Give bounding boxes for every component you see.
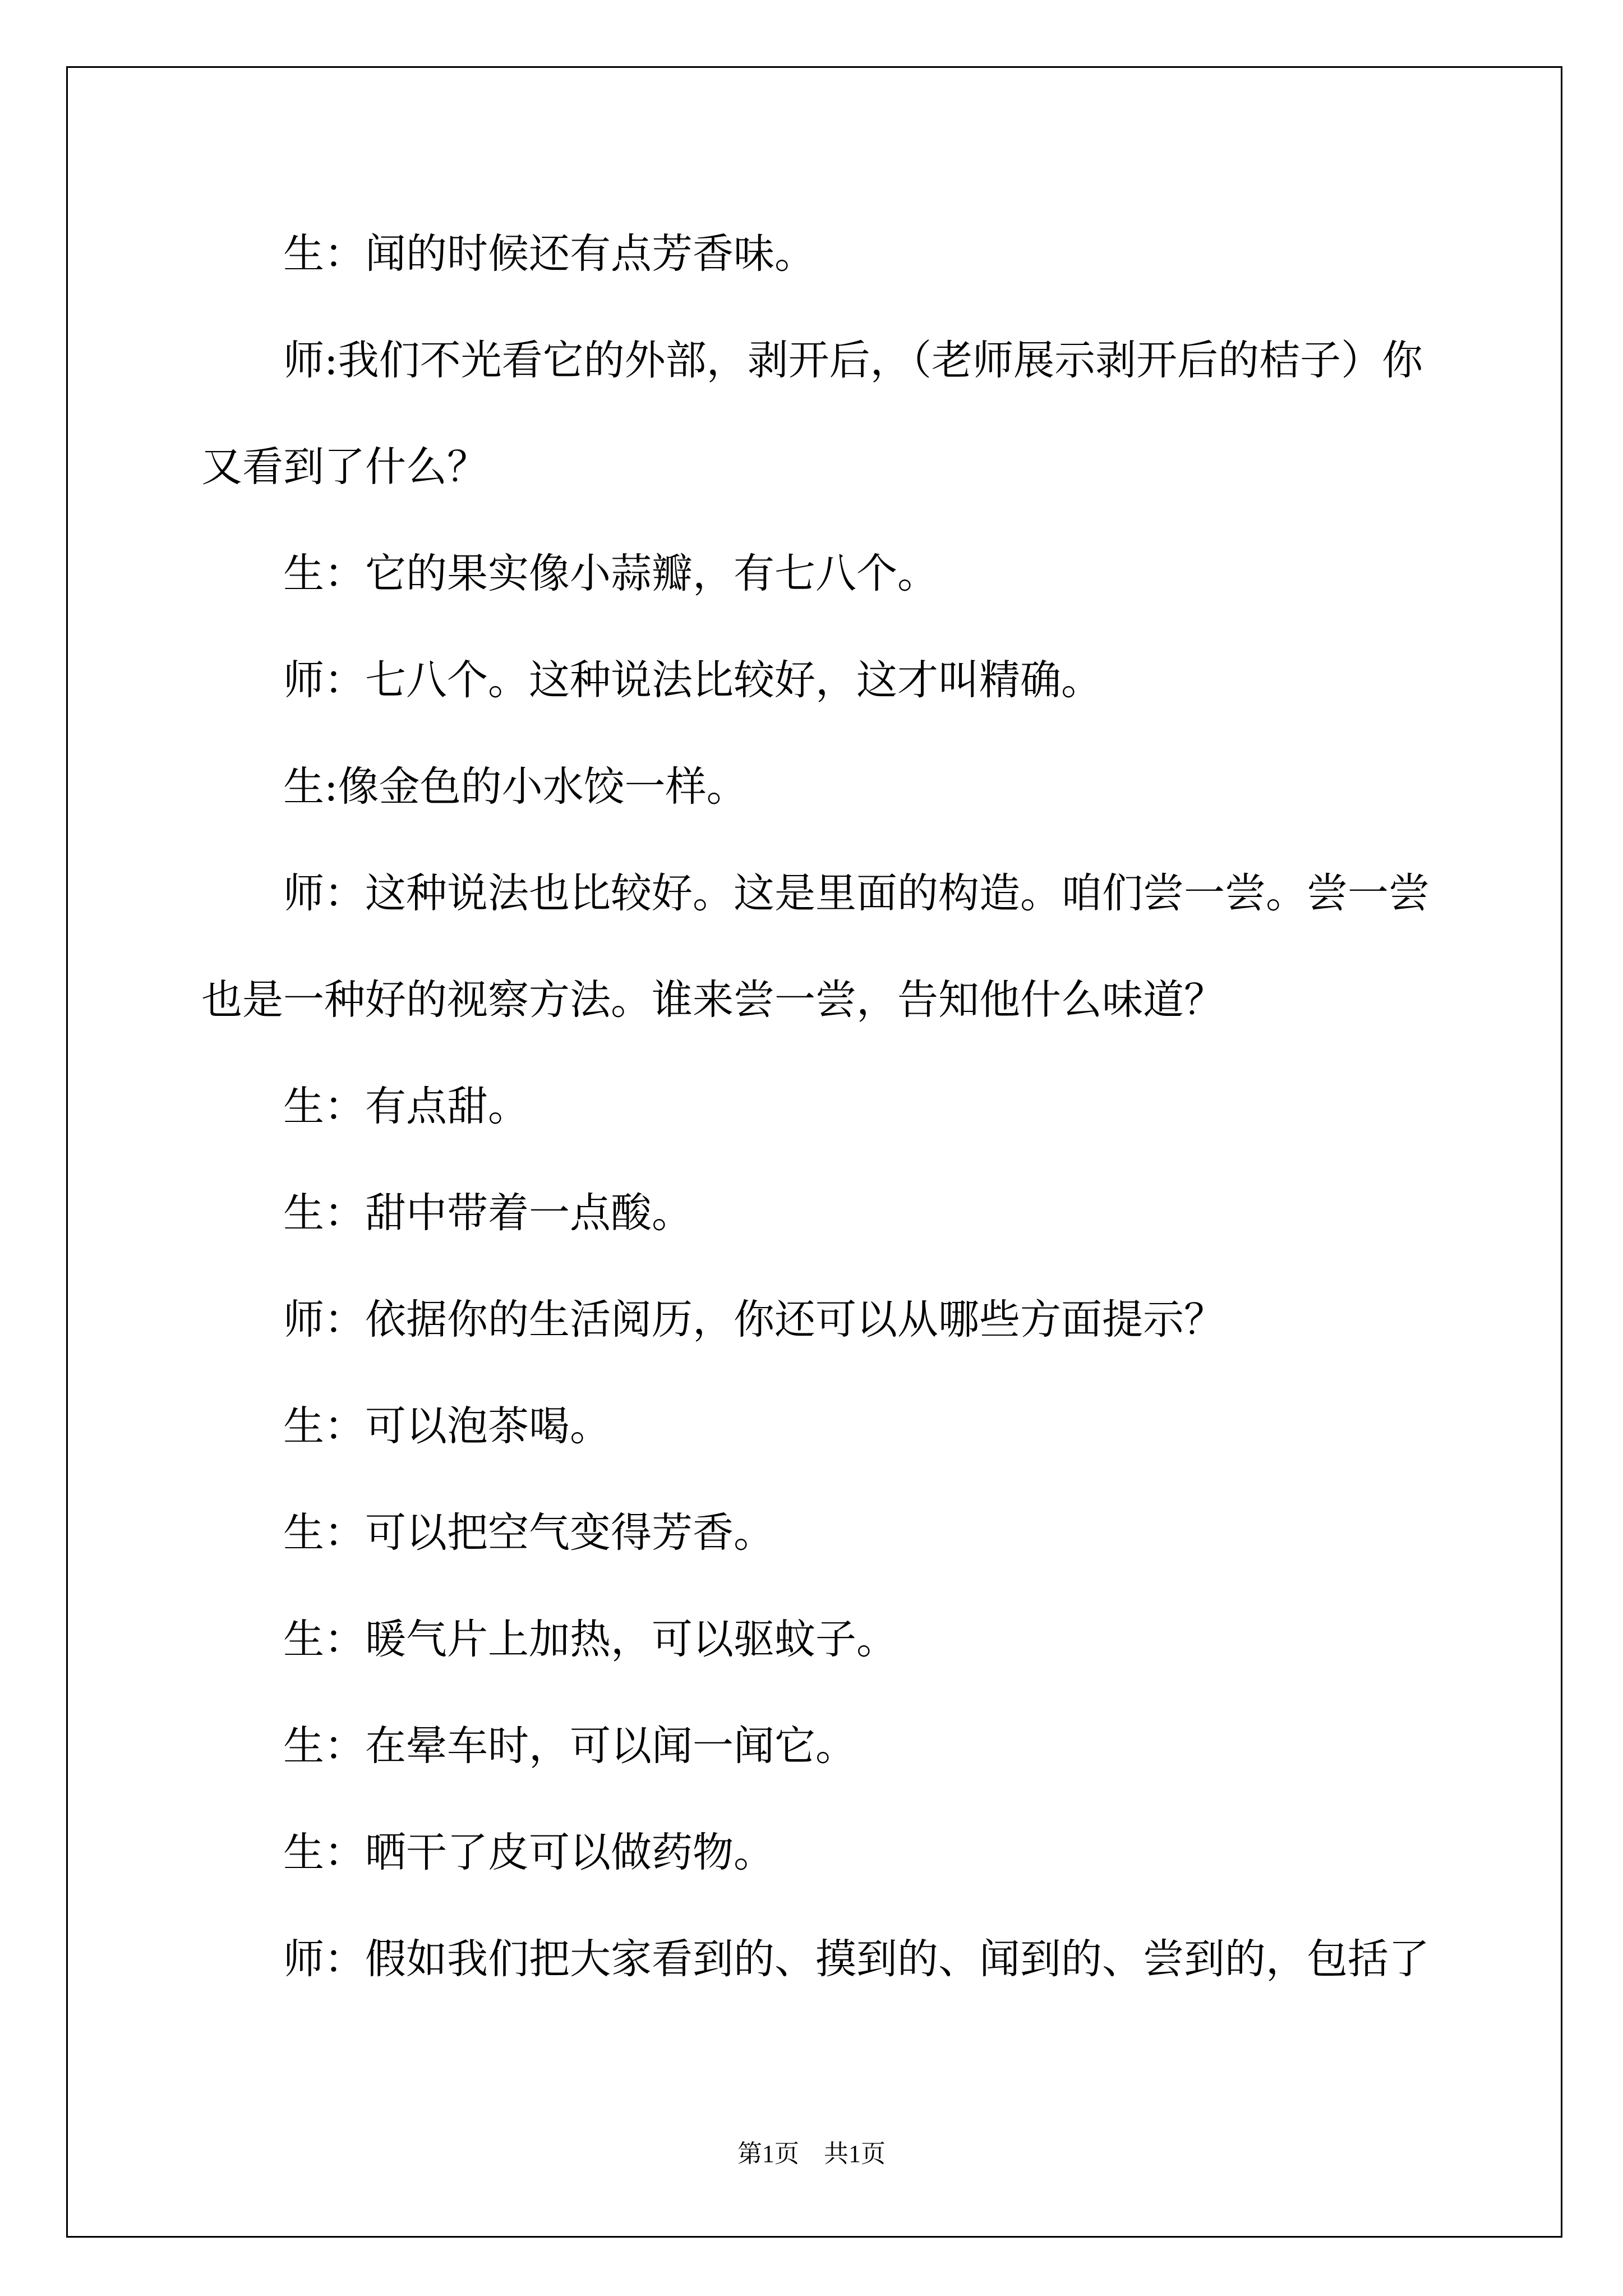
dialogue-line: 生：有点甜。 — [283, 1083, 529, 1130]
paragraph — [201, 1480, 1491, 1586]
paragraph — [201, 1160, 1491, 1267]
paragraph — [201, 1800, 1491, 1906]
paragraph — [201, 734, 1491, 840]
paragraph — [201, 1586, 1491, 1693]
dialogue-line: 师：七八个。这种说法比较好，这才叫精确。 — [283, 656, 1102, 704]
dialogue-line: 生：它的果实像小蒜瓣，有七八个。 — [283, 550, 938, 597]
paragraph — [201, 627, 1491, 734]
dialogue-line: 生：暖气片上加热，可以驱蚊子。 — [283, 1616, 897, 1663]
paragraph — [201, 521, 1491, 627]
dialogue-line: 师：这种说法也比较好。这是里面的构造。咱们尝一尝。尝一尝 — [283, 869, 1430, 917]
dialogue-line: 师:我们不光看它的外部，剥开后，（老师展示剥开后的桔子）你 — [283, 337, 1423, 384]
dialogue-line-continuation: 也是一种好的视察方法。谁来尝一尝，告知他什么味道？ — [201, 976, 1225, 1024]
document-body — [201, 201, 1491, 2013]
dialogue-line-continuation: 又看到了什么？ — [201, 443, 488, 491]
paragraph — [201, 201, 1491, 307]
page-footer: 第1页 共1页 — [737, 2140, 886, 2168]
dialogue-line: 师：假如我们把大家看到的、摸到的、闻到的、尝到的，包括了 — [283, 1935, 1430, 1983]
dialogue-line: 生：甜中带着一点酸。 — [283, 1189, 693, 1237]
paragraph — [201, 1267, 1491, 1373]
paragraph — [201, 1373, 1491, 1480]
dialogue-line: 生：晒干了皮可以做药物。 — [283, 1829, 774, 1876]
paragraph — [201, 1693, 1491, 1800]
dialogue-line: 师：依据你的生活阅历，你还可以从哪些方面提示？ — [283, 1296, 1225, 1343]
paragraph — [201, 1906, 1491, 2013]
paragraph — [201, 1053, 1491, 1160]
dialogue-line: 生：可以把空气变得芳香。 — [283, 1509, 774, 1557]
dialogue-line: 生：可以泡茶喝。 — [283, 1402, 611, 1450]
dialogue-line: 生：在晕车时，可以闻一闻它。 — [283, 1722, 856, 1770]
paragraph — [201, 307, 1491, 521]
dialogue-line: 生:像金色的小水饺一样。 — [283, 763, 748, 811]
paragraph — [201, 840, 1491, 1053]
dialogue-line: 生：闻的时候还有点芳香味。 — [283, 230, 815, 278]
